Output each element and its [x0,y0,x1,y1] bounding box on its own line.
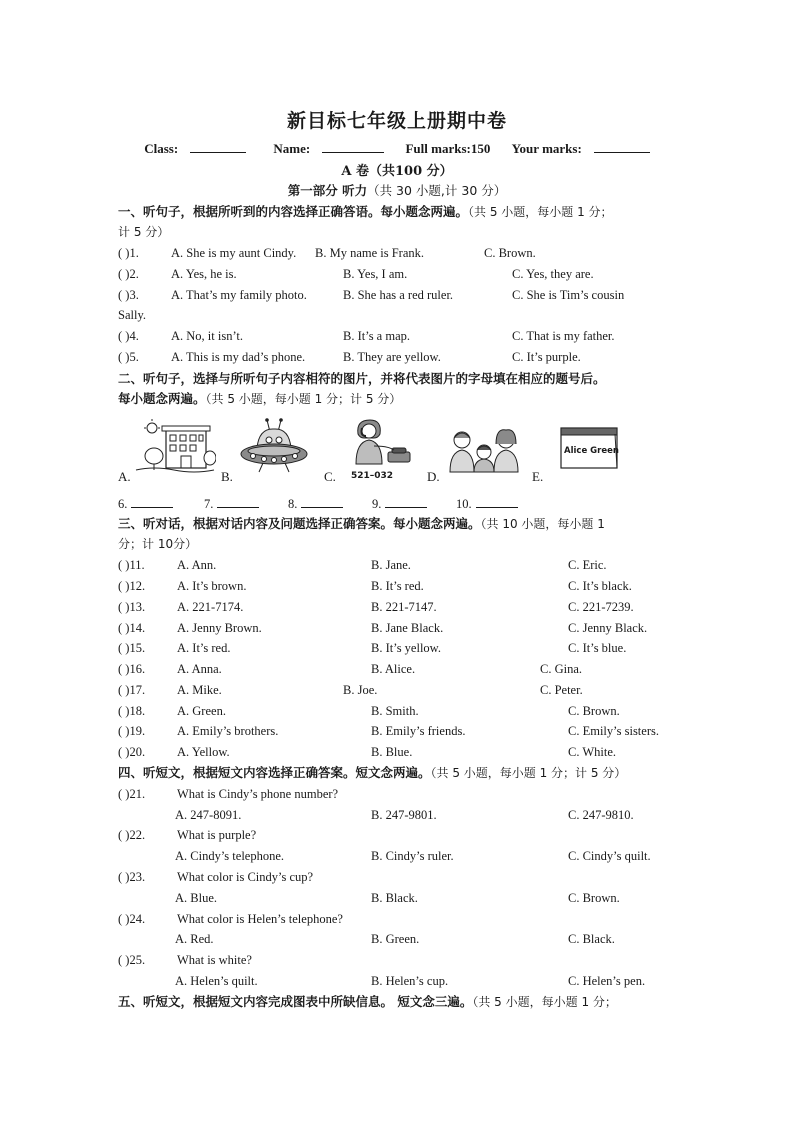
section-3-title: 三、听对话，根据对话内容及问题选择正确答案。每小题念两遍。 [118,516,481,531]
option-b: B. It’s yellow. [371,641,442,655]
answer-paren[interactable]: ( )20. [118,745,146,759]
option-a: A. Anna. [177,662,222,676]
blank-line[interactable] [301,494,343,508]
family-icon [448,428,520,474]
section-5-note: （共 5 小题，每小题 1 分； [472,995,617,1009]
option-c: C. Brown. [568,704,620,718]
picture-answer-blanks [118,494,678,514]
option-c: C. Cindy’s quilt. [568,849,651,863]
option-b: B. Jane Black. [371,621,444,635]
options-row [118,846,678,866]
question-text: What is Cindy’s phone number? [177,787,339,801]
blank-line[interactable] [217,494,259,508]
name-blank[interactable] [322,140,384,153]
part1-title: 第一部分 听力 [287,183,368,198]
question-row [118,576,678,596]
option-a: A. Blue. [175,891,218,905]
question-text: What is white? [177,953,252,967]
option-b: B. Alice. [371,662,416,676]
telephone-girl-icon [344,416,416,466]
option-a: A. Green. [177,704,226,718]
question-row [118,618,678,638]
option-b: B. Yes, I am. [343,267,408,281]
question-row [118,285,678,305]
option-b: B. Green. [371,932,420,946]
option-c: C. It’s black. [568,579,632,593]
section-5-title: 五、听短文，根据短文内容完成图表中所缺信息。 短文念三遍。 [118,994,473,1009]
question-row [118,264,678,284]
class-blank[interactable] [190,140,246,153]
answer-paren[interactable]: ( )23. [118,870,146,884]
option-b: B. Helen’s cup. [371,974,449,988]
option-b: B. Jane. [371,558,411,572]
part1-note: （共 30 小题,计 30 分） [367,183,507,198]
question-row [118,638,678,658]
option-c: C. Yes, they are. [512,267,594,281]
name-field [267,141,390,156]
option-b: B. Black. [371,891,418,905]
picture-letter: B. [221,469,233,484]
blank-line[interactable] [385,494,427,508]
blank-number: 7. [204,497,214,511]
student-info-line [0,140,794,157]
answer-paren[interactable]: ( )16. [118,662,146,676]
part1-heading [0,181,794,199]
option-c: C. Gina. [540,662,583,676]
exam-title: 新目标七年级上册期中卷 [286,110,507,132]
your-marks-field [506,141,656,156]
option-a: A. Red. [175,932,214,946]
question-row [118,659,678,679]
answer-paren[interactable]: ( )2. [118,267,139,281]
answer-paren[interactable]: ( )4. [118,329,139,343]
question-row [118,784,678,804]
option-b: B. Joe. [343,683,378,697]
option-c: C. She is Tim’s cousin [512,288,625,302]
your-marks-label: Your marks: [511,141,582,156]
class-label: Class: [144,141,179,156]
options-row [118,805,678,825]
answer-paren[interactable]: ( )18. [118,704,146,718]
answer-paren[interactable]: ( )15. [118,641,146,655]
options-row [118,929,678,949]
picture-letter: D. [427,469,440,484]
option-a: A. This is my dad’s phone. [171,350,306,364]
answer-blank-7[interactable] [204,494,259,514]
section-4-note: （共 5 小题，每小题 1 分；计 5 分） [430,766,627,780]
answer-paren[interactable]: ( )5. [118,350,139,364]
option-c: C. It’s blue. [568,641,627,655]
section-3-heading [118,514,678,534]
question-row [118,243,678,263]
option-b: B. It’s red. [371,579,424,593]
answer-paren[interactable]: ( )11. [118,558,145,572]
section-1-note: （共 5 小题，每小题 1 分； [468,205,613,219]
option-c: C. It’s purple. [512,350,581,364]
your-marks-blank[interactable] [594,140,650,153]
section-5-heading [118,992,678,1012]
blank-number: 6. [118,497,128,511]
blank-number: 9. [372,497,382,511]
options-row [118,888,678,908]
phone-number-caption: 521–032 [351,471,394,481]
answer-paren[interactable]: ( )13. [118,600,146,614]
answer-blank-6[interactable] [118,494,173,514]
option-b: B. 221-7147. [371,600,437,614]
question-text: What color is Helen’s telephone? [177,912,343,926]
option-b: B. They are yellow. [343,350,441,364]
answer-blank-8[interactable] [288,494,343,514]
section-3-heading-cont [118,534,678,554]
section-1-heading-cont [118,222,678,242]
section-4-title: 四、听短文，根据短文内容选择正确答案。短文念两遍。 [118,765,431,780]
question-row [118,597,678,617]
name-label: Name: [273,141,311,156]
question-row [118,326,678,346]
option-c: C. Brown. [568,891,620,905]
answer-paren[interactable]: ( )22. [118,828,146,842]
option-b: B. Cindy’s ruler. [371,849,454,863]
answer-paren[interactable]: ( )24. [118,912,146,926]
option-b: B. Emily’s friends. [371,724,466,738]
answer-paren[interactable]: ( )21. [118,787,146,801]
option-b: B. 247-9801. [371,808,437,822]
section-2-title-cont: 每小题念两遍。 [118,391,206,406]
question-row [118,867,678,887]
section-1-heading [118,202,678,222]
section-3-note: （共 10 小题，每小题 1 [480,517,605,531]
option-a: A. She is my aunt Cindy. [171,246,297,260]
option-a: A. That’s my family photo. [171,288,307,302]
question-text: What color is Cindy’s cup? [177,870,314,884]
option-c: C. That is my father. [512,329,615,343]
blank-line[interactable] [131,494,173,508]
option-c: C. Jenny Black. [568,621,648,635]
option-c: C. Black. [568,932,615,946]
option-b: B. My name is Frank. [315,246,425,260]
question-row [118,721,678,741]
ufo-icon [239,418,309,476]
option-c: C. 247-9810. [568,808,634,822]
option-c-continued: Sally. [118,308,147,322]
option-a: A. Cindy’s telephone. [175,849,285,863]
picture-letter: E. [532,469,544,484]
question-row [118,950,678,970]
answer-paren[interactable]: ( )19. [118,724,146,738]
option-a: A. Yes, he is. [171,267,237,281]
question-row [118,347,678,367]
paper-a-heading: A 卷（共100 分） [341,164,453,179]
option-c: C. Helen’s pen. [568,974,646,988]
question-row [118,680,678,700]
option-c: C. Brown. [484,246,536,260]
question-row [118,742,678,762]
section-2-heading-cont [118,389,678,409]
school-building-icon [134,418,216,474]
option-a: A. Yellow. [177,745,230,759]
option-b: B. It’s a map. [343,329,411,343]
answer-paren[interactable]: ( )12. [118,579,146,593]
option-a: A. Ann. [177,558,217,572]
class-field [138,141,252,156]
question-row [118,701,678,721]
picture-letter: A. [118,469,131,484]
option-c: C. Peter. [540,683,583,697]
answer-paren[interactable]: ( )3. [118,288,139,302]
question-row [118,909,678,929]
option-a: A. It’s red. [177,641,231,655]
option-a: A. Mike. [177,683,222,697]
full-marks: Full marks:150 [405,141,491,156]
option-a: A. It’s brown. [177,579,247,593]
section-2-heading [118,369,678,389]
option-c: C. Eric. [568,558,607,572]
option-a: A. 247-8091. [175,808,242,822]
option-b: B. She has a red ruler. [343,288,454,302]
answer-blank-10[interactable] [456,494,518,514]
answer-paren[interactable]: ( )25. [118,953,146,967]
option-a: A. No, it isn’t. [171,329,243,343]
blank-line[interactable] [476,494,518,508]
name-card-caption: Alice Green [564,446,619,456]
picture-letter: C. [324,469,336,484]
section-2-title: 二、听句子，选择与所听句子内容相符的图片，并将代表图片的字母填在相应的题号后。 [118,371,606,386]
question-text: What is purple? [177,828,257,842]
section-4-heading [118,763,678,783]
answer-paren[interactable]: ( )17. [118,683,146,697]
option-c: C. Emily’s sisters. [568,724,659,738]
blank-number: 8. [288,497,298,511]
option-a: A. Emily’s brothers. [177,724,279,738]
answer-paren[interactable]: ( )1. [118,246,139,260]
option-a: A. Jenny Brown. [177,621,262,635]
options-row [118,971,678,991]
blank-number: 10. [456,497,472,511]
option-c: C. White. [568,745,617,759]
section-1-note-cont: 计 5 分） [118,225,170,239]
answer-blank-9[interactable] [372,494,427,514]
option-c: C. 221-7239. [568,600,634,614]
section-1-title: 一、听句子，根据所听到的内容选择正确答语。每小题念两遍。 [118,204,469,219]
question-row [118,825,678,845]
section-3-note-cont: 分；计 10分） [118,537,198,551]
question-row [118,555,678,575]
option-a: A. 221-7174. [177,600,244,614]
option-b: B. Blue. [371,745,413,759]
answer-paren[interactable]: ( )14. [118,621,146,635]
section-2-note: （共 5 小题，每小题 1 分；计 5 分） [205,392,402,406]
option-a: A. Helen’s quilt. [175,974,258,988]
option-b: B. Smith. [371,704,419,718]
